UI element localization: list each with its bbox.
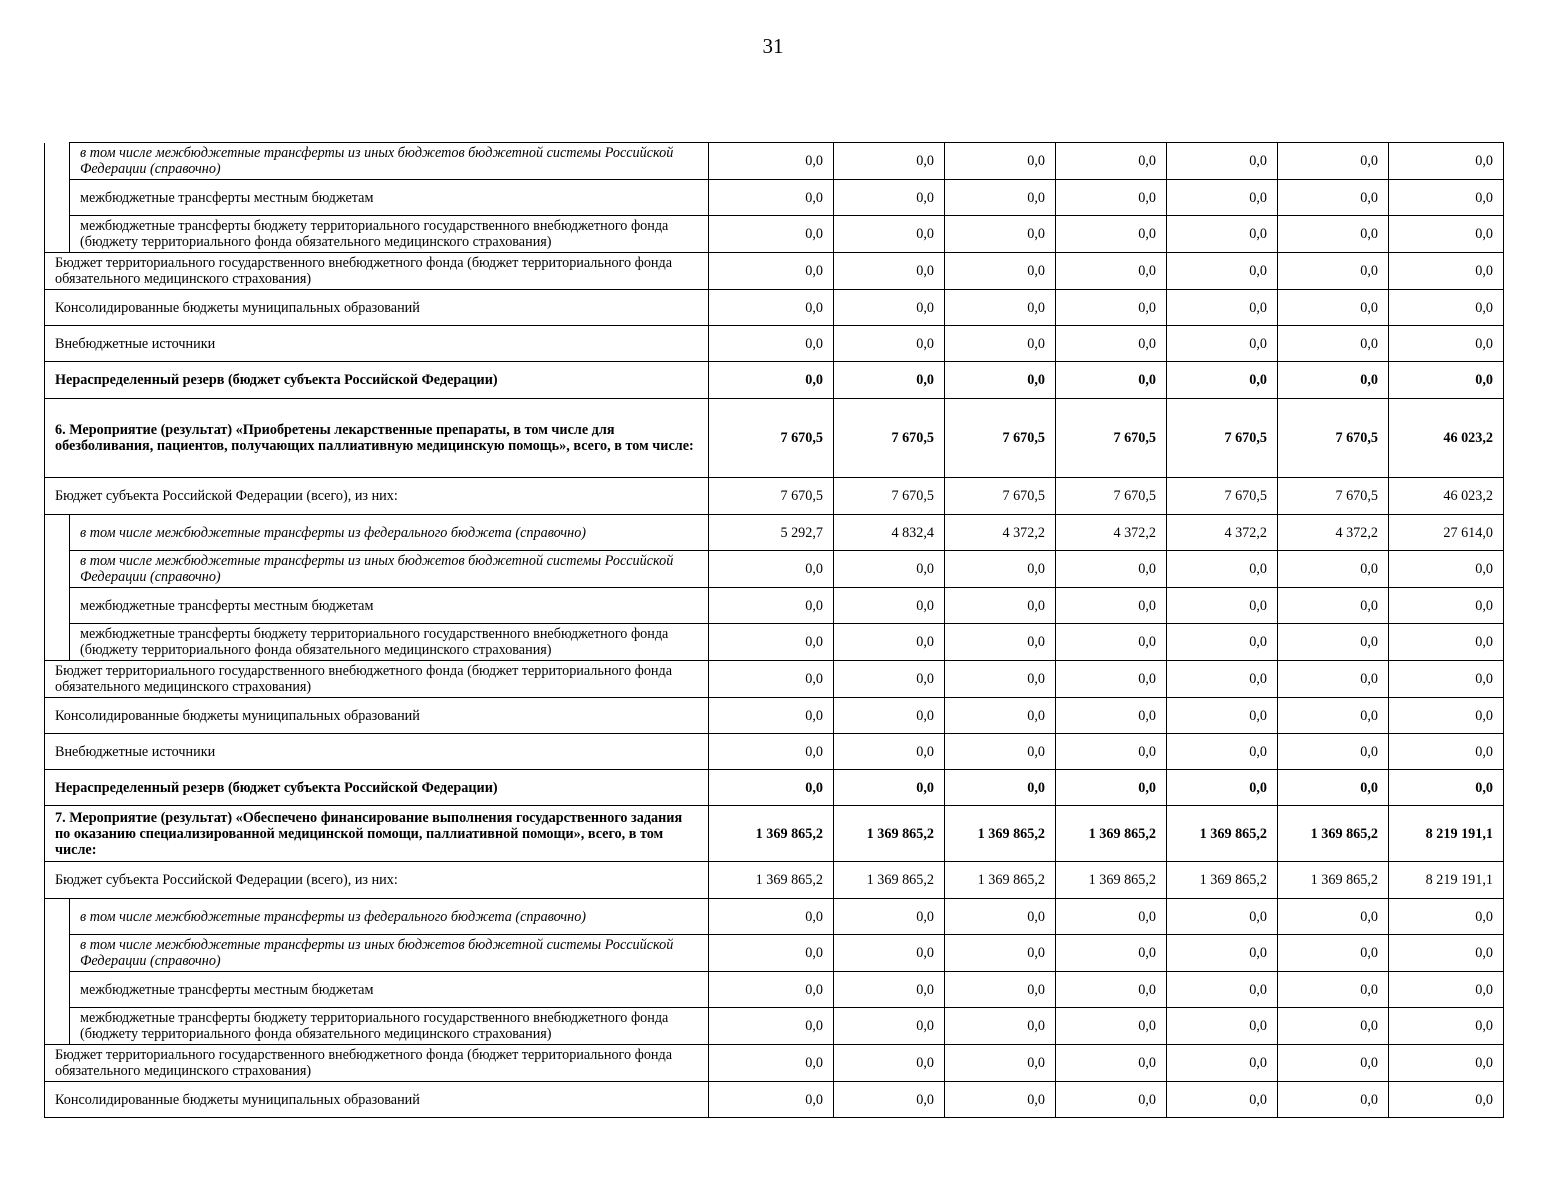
- value-cell: 0,0: [945, 1008, 1056, 1045]
- value-cell-total: 0,0: [1389, 734, 1504, 770]
- row-label: Нераспределенный резерв (бюджет субъекта Российской Федерации): [45, 362, 709, 399]
- value-cell: 7 670,5: [945, 478, 1056, 515]
- value-cell: 1 369 865,2: [945, 806, 1056, 862]
- value-cell: 0,0: [834, 253, 945, 290]
- budget-table: [44, 142, 1504, 1118]
- value-cell: 0,0: [1167, 1008, 1278, 1045]
- row-label: Внебюджетные источники: [45, 734, 709, 770]
- value-cell: 0,0: [1278, 290, 1389, 326]
- value-cell: 7 670,5: [1167, 399, 1278, 478]
- indent-cell: [45, 143, 70, 180]
- value-cell-total: 0,0: [1389, 698, 1504, 734]
- table-row: [45, 935, 1504, 972]
- row-label: Внебюджетные источники: [45, 326, 709, 362]
- value-cell: 0,0: [1167, 551, 1278, 588]
- value-cell-total: 0,0: [1389, 1045, 1504, 1082]
- value-cell: 0,0: [1056, 1045, 1167, 1082]
- row-label: в том числе межбюджетные трансферты из иных бюджетов бюджетной системы Российской Федерации (справочно): [70, 143, 709, 180]
- value-cell: 0,0: [1056, 661, 1167, 698]
- indent-cell: [45, 180, 70, 216]
- value-cell: 0,0: [709, 1045, 834, 1082]
- value-cell: 0,0: [1056, 180, 1167, 216]
- value-cell-total: 0,0: [1389, 899, 1504, 935]
- value-cell: 4 372,2: [1278, 515, 1389, 551]
- value-cell: 7 670,5: [1167, 478, 1278, 515]
- value-cell: 0,0: [709, 899, 834, 935]
- value-cell: 1 369 865,2: [1056, 862, 1167, 899]
- value-cell: 0,0: [709, 972, 834, 1008]
- value-cell: 0,0: [709, 935, 834, 972]
- table-row: [45, 1082, 1504, 1118]
- value-cell: 0,0: [1056, 1082, 1167, 1118]
- value-cell: 0,0: [945, 935, 1056, 972]
- value-cell: 0,0: [945, 770, 1056, 806]
- indent-cell: [45, 972, 70, 1008]
- value-cell: 0,0: [1167, 326, 1278, 362]
- table-row: [45, 478, 1504, 515]
- table-body: [45, 143, 1504, 1118]
- row-label: межбюджетные трансферты местным бюджетам: [70, 972, 709, 1008]
- value-cell: 1 369 865,2: [1056, 806, 1167, 862]
- row-label: Консолидированные бюджеты муниципальных образований: [45, 290, 709, 326]
- value-cell: 0,0: [709, 253, 834, 290]
- value-cell: 0,0: [834, 326, 945, 362]
- value-cell: 0,0: [834, 143, 945, 180]
- table-row: [45, 399, 1504, 478]
- value-cell-total: 0,0: [1389, 216, 1504, 253]
- value-cell: 0,0: [945, 1045, 1056, 1082]
- value-cell: 0,0: [1278, 1008, 1389, 1045]
- value-cell: 0,0: [1278, 216, 1389, 253]
- value-cell: 0,0: [709, 1008, 834, 1045]
- value-cell-total: 0,0: [1389, 290, 1504, 326]
- value-cell: 0,0: [1278, 624, 1389, 661]
- value-cell: 0,0: [834, 362, 945, 399]
- value-cell: 0,0: [1056, 698, 1167, 734]
- value-cell: 0,0: [1278, 551, 1389, 588]
- value-cell: 0,0: [1278, 899, 1389, 935]
- value-cell: 0,0: [709, 290, 834, 326]
- value-cell: 0,0: [1056, 290, 1167, 326]
- indent-cell: [45, 1008, 70, 1045]
- row-label: межбюджетные трансферты бюджету территориального государственного внебюджетного фонда (бюджету территориального фонда обязательного медицинского страхования): [70, 624, 709, 661]
- value-cell: 0,0: [834, 972, 945, 1008]
- value-cell-total: 0,0: [1389, 935, 1504, 972]
- value-cell-total: 0,0: [1389, 624, 1504, 661]
- row-label: Консолидированные бюджеты муниципальных образований: [45, 698, 709, 734]
- value-cell-total: 0,0: [1389, 551, 1504, 588]
- value-cell: 0,0: [945, 216, 1056, 253]
- value-cell: 1 369 865,2: [709, 806, 834, 862]
- value-cell: 0,0: [1056, 899, 1167, 935]
- value-cell: 0,0: [834, 290, 945, 326]
- table-row: [45, 862, 1504, 899]
- value-cell: 0,0: [709, 698, 834, 734]
- value-cell: 0,0: [1278, 326, 1389, 362]
- value-cell: 0,0: [945, 551, 1056, 588]
- indent-cell: [45, 551, 70, 588]
- indent-cell: [45, 899, 70, 935]
- value-cell-total: 0,0: [1389, 661, 1504, 698]
- value-cell: 0,0: [945, 972, 1056, 1008]
- value-cell: 0,0: [1278, 1082, 1389, 1118]
- table-row: [45, 362, 1504, 399]
- indent-cell: [45, 515, 70, 551]
- value-cell-total: 27 614,0: [1389, 515, 1504, 551]
- value-cell: 0,0: [945, 290, 1056, 326]
- value-cell: 7 670,5: [709, 478, 834, 515]
- value-cell-total: 8 219 191,1: [1389, 806, 1504, 862]
- value-cell: 0,0: [1056, 1008, 1167, 1045]
- value-cell-total: 0,0: [1389, 326, 1504, 362]
- table-row: [45, 972, 1504, 1008]
- value-cell: 0,0: [945, 588, 1056, 624]
- value-cell: 0,0: [1056, 253, 1167, 290]
- value-cell: 0,0: [1056, 143, 1167, 180]
- value-cell: 0,0: [945, 624, 1056, 661]
- table-row: [45, 698, 1504, 734]
- value-cell: 0,0: [709, 624, 834, 661]
- value-cell: 7 670,5: [1278, 399, 1389, 478]
- value-cell-total: 0,0: [1389, 180, 1504, 216]
- table-row: [45, 588, 1504, 624]
- value-cell: 0,0: [945, 1082, 1056, 1118]
- value-cell: 7 670,5: [1278, 478, 1389, 515]
- value-cell: 7 670,5: [945, 399, 1056, 478]
- value-cell: 0,0: [1278, 362, 1389, 399]
- indent-cell: [45, 624, 70, 661]
- value-cell: 0,0: [1056, 935, 1167, 972]
- table-row: [45, 806, 1504, 862]
- value-cell: 0,0: [1278, 972, 1389, 1008]
- table-row: [45, 1045, 1504, 1082]
- value-cell: 0,0: [1167, 770, 1278, 806]
- value-cell: 0,0: [834, 935, 945, 972]
- value-cell: 1 369 865,2: [834, 862, 945, 899]
- value-cell: 1 369 865,2: [945, 862, 1056, 899]
- value-cell: 0,0: [1278, 143, 1389, 180]
- row-label: в том числе межбюджетные трансферты из иных бюджетов бюджетной системы Российской Федерации (справочно): [70, 551, 709, 588]
- value-cell: 0,0: [1278, 734, 1389, 770]
- value-cell: 0,0: [945, 661, 1056, 698]
- value-cell: 0,0: [1278, 698, 1389, 734]
- table-row: [45, 180, 1504, 216]
- value-cell: 0,0: [834, 180, 945, 216]
- value-cell: 0,0: [709, 1082, 834, 1118]
- value-cell: 0,0: [1278, 661, 1389, 698]
- row-label: Нераспределенный резерв (бюджет субъекта Российской Федерации): [45, 770, 709, 806]
- value-cell: 0,0: [945, 143, 1056, 180]
- value-cell: 0,0: [945, 362, 1056, 399]
- table-row: [45, 216, 1504, 253]
- value-cell: 0,0: [709, 661, 834, 698]
- table-row: [45, 551, 1504, 588]
- value-cell: 0,0: [834, 770, 945, 806]
- table-row: [45, 1008, 1504, 1045]
- value-cell: 1 369 865,2: [1167, 862, 1278, 899]
- value-cell: 0,0: [1278, 1045, 1389, 1082]
- table-row: [45, 326, 1504, 362]
- value-cell: 0,0: [1056, 551, 1167, 588]
- table-row: [45, 143, 1504, 180]
- value-cell-total: 0,0: [1389, 1082, 1504, 1118]
- table-row: [45, 624, 1504, 661]
- value-cell: 0,0: [1167, 290, 1278, 326]
- value-cell: 0,0: [1056, 770, 1167, 806]
- value-cell: 0,0: [834, 1008, 945, 1045]
- value-cell: 0,0: [945, 180, 1056, 216]
- value-cell: 0,0: [709, 551, 834, 588]
- value-cell: 0,0: [1167, 734, 1278, 770]
- value-cell: 0,0: [1278, 588, 1389, 624]
- table-row: [45, 253, 1504, 290]
- value-cell: 0,0: [834, 588, 945, 624]
- value-cell: 0,0: [945, 734, 1056, 770]
- value-cell: 0,0: [1167, 143, 1278, 180]
- value-cell: 0,0: [834, 1082, 945, 1118]
- value-cell: 0,0: [1278, 253, 1389, 290]
- row-label: межбюджетные трансферты бюджету территориального государственного внебюджетного фонда (бюджету территориального фонда обязательного медицинского страхования): [70, 1008, 709, 1045]
- row-label: Бюджет субъекта Российской Федерации (всего), из них:: [45, 478, 709, 515]
- row-label: Бюджет субъекта Российской Федерации (всего), из них:: [45, 862, 709, 899]
- value-cell: 0,0: [834, 698, 945, 734]
- value-cell: 0,0: [1167, 698, 1278, 734]
- value-cell: 0,0: [834, 661, 945, 698]
- indent-cell: [45, 588, 70, 624]
- value-cell: 1 369 865,2: [709, 862, 834, 899]
- value-cell: 0,0: [709, 326, 834, 362]
- value-cell: 7 670,5: [1056, 478, 1167, 515]
- value-cell: 0,0: [1167, 180, 1278, 216]
- value-cell: 0,0: [1278, 180, 1389, 216]
- value-cell: 7 670,5: [834, 478, 945, 515]
- row-label: Консолидированные бюджеты муниципальных образований: [45, 1082, 709, 1118]
- value-cell: 7 670,5: [1056, 399, 1167, 478]
- value-cell: 0,0: [1056, 362, 1167, 399]
- value-cell-total: 0,0: [1389, 588, 1504, 624]
- indent-cell: [45, 935, 70, 972]
- value-cell: 4 372,2: [945, 515, 1056, 551]
- row-label: Бюджет территориального государственного внебюджетного фонда (бюджет территориального фонда обязательного медицинского страхования): [45, 661, 709, 698]
- row-label: межбюджетные трансферты местным бюджетам: [70, 588, 709, 624]
- value-cell: 0,0: [1056, 624, 1167, 661]
- table-row: [45, 661, 1504, 698]
- value-cell-total: 0,0: [1389, 972, 1504, 1008]
- value-cell-total: 0,0: [1389, 143, 1504, 180]
- value-cell: 0,0: [709, 180, 834, 216]
- value-cell: 0,0: [834, 734, 945, 770]
- value-cell: 0,0: [1056, 326, 1167, 362]
- value-cell: 0,0: [1167, 661, 1278, 698]
- row-label: межбюджетные трансферты бюджету территориального государственного внебюджетного фонда (бюджету территориального фонда обязательного медицинского страхования): [70, 216, 709, 253]
- row-label: в том числе межбюджетные трансферты из иных бюджетов бюджетной системы Российской Федерации (справочно): [70, 935, 709, 972]
- row-label: 6. Мероприятие (результат) «Приобретены лекарственные препараты, в том числе для обезболивания, пациентов, получающих паллиативную медицинскую помощь», всего, в том числе:: [45, 399, 709, 478]
- value-cell: 0,0: [834, 624, 945, 661]
- value-cell: 0,0: [1056, 216, 1167, 253]
- value-cell: 0,0: [1167, 1045, 1278, 1082]
- value-cell: 0,0: [834, 899, 945, 935]
- value-cell: 0,0: [945, 326, 1056, 362]
- value-cell: 0,0: [1167, 362, 1278, 399]
- value-cell: 4 372,2: [1167, 515, 1278, 551]
- value-cell: 0,0: [1167, 624, 1278, 661]
- value-cell: 1 369 865,2: [1278, 862, 1389, 899]
- value-cell: 0,0: [709, 734, 834, 770]
- value-cell: 0,0: [1167, 216, 1278, 253]
- value-cell-total: 8 219 191,1: [1389, 862, 1504, 899]
- table-row: [45, 515, 1504, 551]
- value-cell: 0,0: [709, 216, 834, 253]
- value-cell: 1 369 865,2: [1167, 806, 1278, 862]
- value-cell-total: 0,0: [1389, 253, 1504, 290]
- value-cell-total: 46 023,2: [1389, 399, 1504, 478]
- page-number: 31: [762, 34, 784, 58]
- value-cell: 5 292,7: [709, 515, 834, 551]
- value-cell: 0,0: [945, 698, 1056, 734]
- value-cell: 0,0: [834, 216, 945, 253]
- value-cell: 0,0: [945, 899, 1056, 935]
- value-cell: 0,0: [834, 1045, 945, 1082]
- row-label: Бюджет территориального государственного внебюджетного фонда (бюджет территориального фонда обязательного медицинского страхования): [45, 253, 709, 290]
- value-cell: 0,0: [1167, 588, 1278, 624]
- row-label: Бюджет территориального государственного внебюджетного фонда (бюджет территориального фонда обязательного медицинского страхования): [45, 1045, 709, 1082]
- value-cell: 0,0: [1056, 588, 1167, 624]
- value-cell: 0,0: [1167, 253, 1278, 290]
- value-cell: 4 372,2: [1056, 515, 1167, 551]
- value-cell-total: 0,0: [1389, 770, 1504, 806]
- table-row: [45, 899, 1504, 935]
- value-cell: 0,0: [1278, 770, 1389, 806]
- value-cell: 0,0: [1167, 899, 1278, 935]
- row-label: межбюджетные трансферты местным бюджетам: [70, 180, 709, 216]
- value-cell: 0,0: [1167, 972, 1278, 1008]
- table-row: [45, 770, 1504, 806]
- value-cell-total: 0,0: [1389, 362, 1504, 399]
- value-cell-total: 46 023,2: [1389, 478, 1504, 515]
- indent-cell: [45, 216, 70, 253]
- value-cell: 0,0: [945, 253, 1056, 290]
- value-cell: 0,0: [709, 770, 834, 806]
- value-cell: 0,0: [1167, 935, 1278, 972]
- value-cell: 0,0: [709, 362, 834, 399]
- value-cell: 7 670,5: [709, 399, 834, 478]
- row-label: в том числе межбюджетные трансферты из федерального бюджета (справочно): [70, 899, 709, 935]
- value-cell: 0,0: [709, 588, 834, 624]
- value-cell: 0,0: [1056, 734, 1167, 770]
- value-cell: 7 670,5: [834, 399, 945, 478]
- value-cell: 0,0: [709, 143, 834, 180]
- value-cell: 0,0: [1278, 935, 1389, 972]
- value-cell: 0,0: [1167, 1082, 1278, 1118]
- value-cell: 1 369 865,2: [834, 806, 945, 862]
- value-cell: 0,0: [1056, 972, 1167, 1008]
- row-label: в том числе межбюджетные трансферты из федерального бюджета (справочно): [70, 515, 709, 551]
- value-cell: 0,0: [834, 551, 945, 588]
- value-cell: 1 369 865,2: [1278, 806, 1389, 862]
- table-row: [45, 290, 1504, 326]
- row-label: 7. Мероприятие (результат) «Обеспечено финансирование выполнения государственного задания по оказанию специализированной медицинской помощи, паллиативной помощи», всего, в том числе:: [45, 806, 709, 862]
- table-row: [45, 734, 1504, 770]
- value-cell: 4 832,4: [834, 515, 945, 551]
- value-cell-total: 0,0: [1389, 1008, 1504, 1045]
